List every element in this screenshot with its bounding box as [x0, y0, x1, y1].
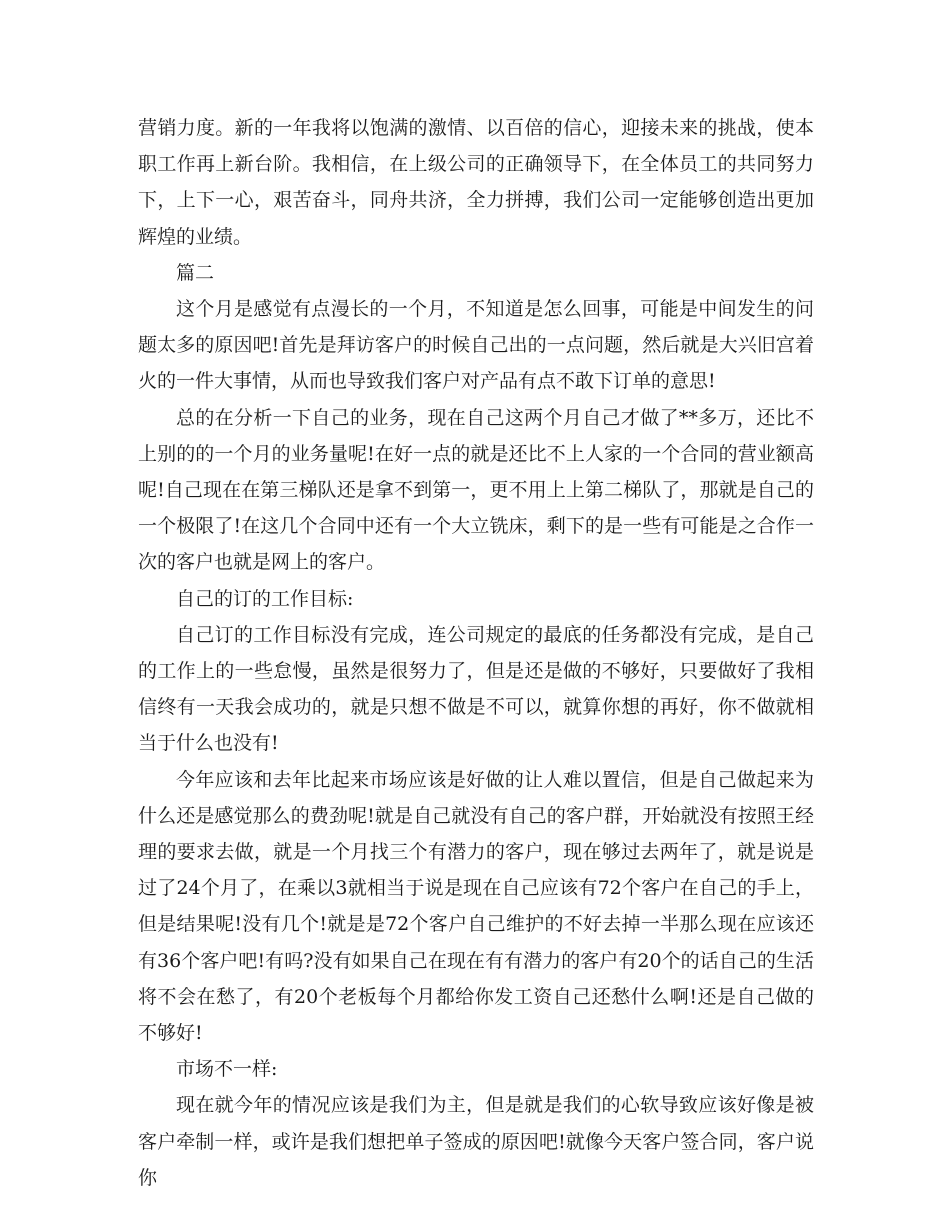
- paragraph: 现在就今年的情况应该是我们为主，但是就是我们的心软导致应该好像是被客户牵制一样，或许是我们想把单子签成的原因吧!就像今天客户签合同，客户说你: [138, 1094, 814, 1189]
- subheading: 自己的订的工作目标:: [176, 587, 354, 610]
- document-body: [138, 110, 814, 1196]
- paragraph: 自己订的工作目标没有完成，连公司规定的最底的任务都没有完成，是自己的工作上的一些怠慢，虽然是很努力了，但是还是做的不够好，只要做好了我相信终有一天我会成功的，就是只想不做是不可以，就算你想的再好，你不做就相当于什么也没有!: [138, 623, 814, 755]
- subheading: 市场不一样:: [176, 1058, 278, 1081]
- paragraph: 今年应该和去年比起来市场应该是好做的让人难以置信，但是自己做起来为什么还是感觉那么的费劲呢!就是自己就没有自己的客户群，开始就没有按照王经理的要求去做，就是一个月找三个有潜力的客户，现在够过去两年了，就是说是过了24个月了，在乘以3就相当于说是现在自己应该有72个客户在自己的手上，但是结果呢!没有几个!就是是72个客户自己维护的不好去掉一半那么现在应该还有36个客户吧!有吗?没有如果自己在现在有有潜力的客户有20个的话自己的生活将不会在愁了，有20个老板每个月都给你发工资自己还愁什么啊!还是自己做的不够好!: [138, 768, 814, 1045]
- paragraph: 这个月是感觉有点漫长的一个月，不知道是怎么回事，可能是中间发生的问题太多的原因吧!首先是拜访客户的时候自己出的一点问题，然后就是大兴旧宫着火的一件大事情，从而也导致我们客户对产品有点不敢下订单的意思!: [138, 298, 814, 393]
- section-heading: 篇二: [176, 261, 215, 284]
- paragraph: 总的在分析一下自己的业务，现在自己这两个月自己才做了**多万，还比不上别的的一个月的业务量呢!在好一点的就是还比不上人家的一个合同的营业额高呢!自己现在在第三梯队还是拿不到第一，更不用上上第二梯队了，那就是自己的一个极限了!在这几个合同中还有一个大立铣床，剩下的是一些有可能是之合作一次的客户也就是网上的客户。: [138, 406, 814, 574]
- paragraph-continuation: 营销力度。新的一年我将以饱满的激情、以百倍的信心，迎接未来的挑战，使本职工作再上新台阶。我相信，在上级公司的正确领导下，在全体员工的共同努力下，上下一心，艰苦奋斗，同舟共济，全力拼搏，我们公司一定能够创造出更加辉煌的业绩。: [138, 117, 814, 248]
